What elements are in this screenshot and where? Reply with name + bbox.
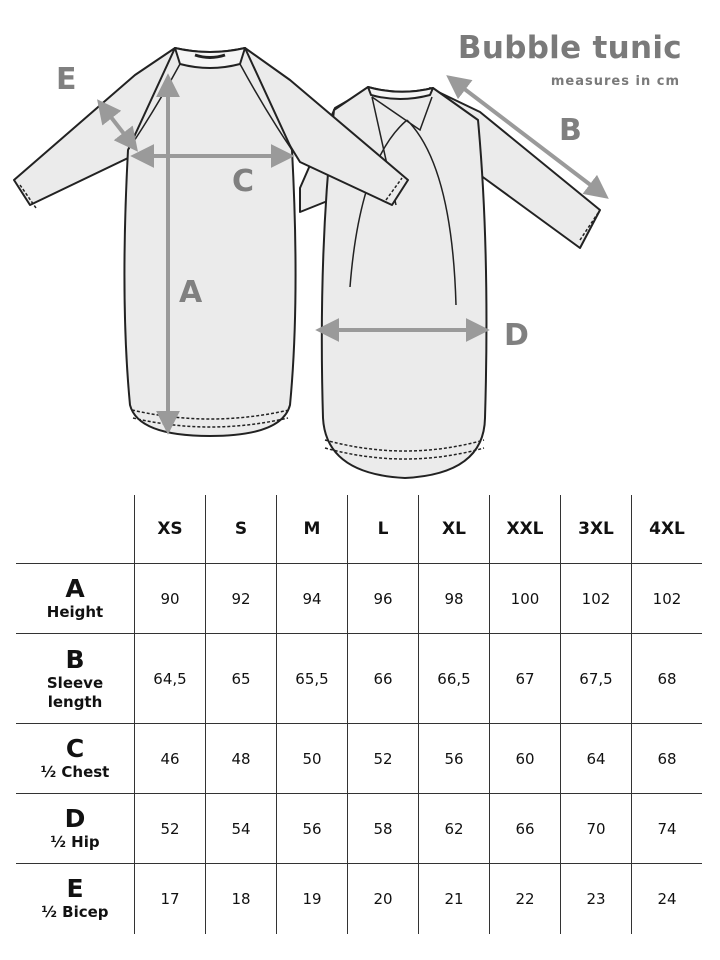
row-header bbox=[16, 634, 135, 724]
table-cell: 52 bbox=[135, 794, 206, 864]
table-cell: 18 bbox=[206, 864, 277, 934]
diagram-label-b: B bbox=[559, 113, 582, 148]
table-cell: 98 bbox=[419, 564, 490, 634]
row-letter: A bbox=[65, 574, 85, 603]
table-cell: 102 bbox=[561, 564, 632, 634]
size-header: XL bbox=[419, 495, 490, 564]
table-cell: 94 bbox=[277, 564, 348, 634]
table-cell: 65,5 bbox=[277, 634, 348, 724]
page-subtitle: measures in cm bbox=[550, 74, 680, 89]
table-row bbox=[16, 564, 702, 634]
row-name: ½ Chest bbox=[40, 763, 110, 781]
size-header: L bbox=[348, 495, 419, 564]
table-cell: 24 bbox=[632, 864, 703, 934]
table-cell: 21 bbox=[419, 864, 490, 934]
row-name: ½ Hip bbox=[50, 833, 100, 851]
table-row bbox=[16, 794, 702, 864]
size-header: M bbox=[277, 495, 348, 564]
table-row bbox=[16, 864, 702, 934]
diagram-label-d: D bbox=[504, 318, 529, 353]
size-header: XXL bbox=[490, 495, 561, 564]
row-letter: B bbox=[65, 644, 85, 674]
table-cell: 66 bbox=[348, 634, 419, 724]
table-cell: 64 bbox=[561, 724, 632, 794]
table-cell: 62 bbox=[419, 794, 490, 864]
page-title: Bubble tunic bbox=[457, 30, 682, 66]
table-cell: 68 bbox=[632, 634, 703, 724]
row-name: Sleeve length bbox=[46, 673, 104, 711]
table-cell: 19 bbox=[277, 864, 348, 934]
row-header bbox=[16, 724, 135, 794]
size-header: S bbox=[206, 495, 277, 564]
table-cell: 74 bbox=[632, 794, 703, 864]
size-chart-table bbox=[16, 495, 702, 934]
table-cell: 58 bbox=[348, 794, 419, 864]
size-header: 4XL bbox=[632, 495, 703, 564]
table-cell: 17 bbox=[135, 864, 206, 934]
row-header bbox=[16, 564, 135, 634]
row-name: Height bbox=[46, 603, 104, 621]
table-cell: 70 bbox=[561, 794, 632, 864]
table-row bbox=[16, 724, 702, 794]
row-header bbox=[16, 794, 135, 864]
table-cell: 60 bbox=[490, 724, 561, 794]
table-cell: 56 bbox=[419, 724, 490, 794]
table-cell: 54 bbox=[206, 794, 277, 864]
table-cell: 50 bbox=[277, 724, 348, 794]
table-header-row bbox=[16, 495, 702, 564]
table-cell: 56 bbox=[277, 794, 348, 864]
diagram-label-a: A bbox=[179, 275, 203, 310]
table-cell: 100 bbox=[490, 564, 561, 634]
table-cell: 102 bbox=[632, 564, 703, 634]
table-cell: 64,5 bbox=[135, 634, 206, 724]
table-cell: 23 bbox=[561, 864, 632, 934]
table-cell: 52 bbox=[348, 724, 419, 794]
diagram-label-c: C bbox=[232, 164, 255, 199]
row-letter: D bbox=[64, 804, 86, 833]
table-cell: 67 bbox=[490, 634, 561, 724]
table-cell: 67,5 bbox=[561, 634, 632, 724]
corner-cell bbox=[16, 495, 135, 564]
row-letter: E bbox=[66, 874, 84, 904]
diagram-label-e: E bbox=[56, 62, 77, 97]
table-cell: 46 bbox=[135, 724, 206, 794]
table-cell: 92 bbox=[206, 564, 277, 634]
table-cell: 96 bbox=[348, 564, 419, 634]
table-cell: 22 bbox=[490, 864, 561, 934]
table-cell: 48 bbox=[206, 724, 277, 794]
size-header: XS bbox=[135, 495, 206, 564]
table-cell: 66 bbox=[490, 794, 561, 864]
row-letter: C bbox=[65, 734, 85, 763]
table-cell: 66,5 bbox=[419, 634, 490, 724]
table-cell: 68 bbox=[632, 724, 703, 794]
table-cell: 65 bbox=[206, 634, 277, 724]
table-cell: 20 bbox=[348, 864, 419, 934]
size-header: 3XL bbox=[561, 495, 632, 564]
table-row bbox=[16, 634, 702, 724]
row-name: ½ Bicep bbox=[41, 903, 109, 922]
row-header bbox=[16, 864, 135, 934]
table-cell: 90 bbox=[135, 564, 206, 634]
